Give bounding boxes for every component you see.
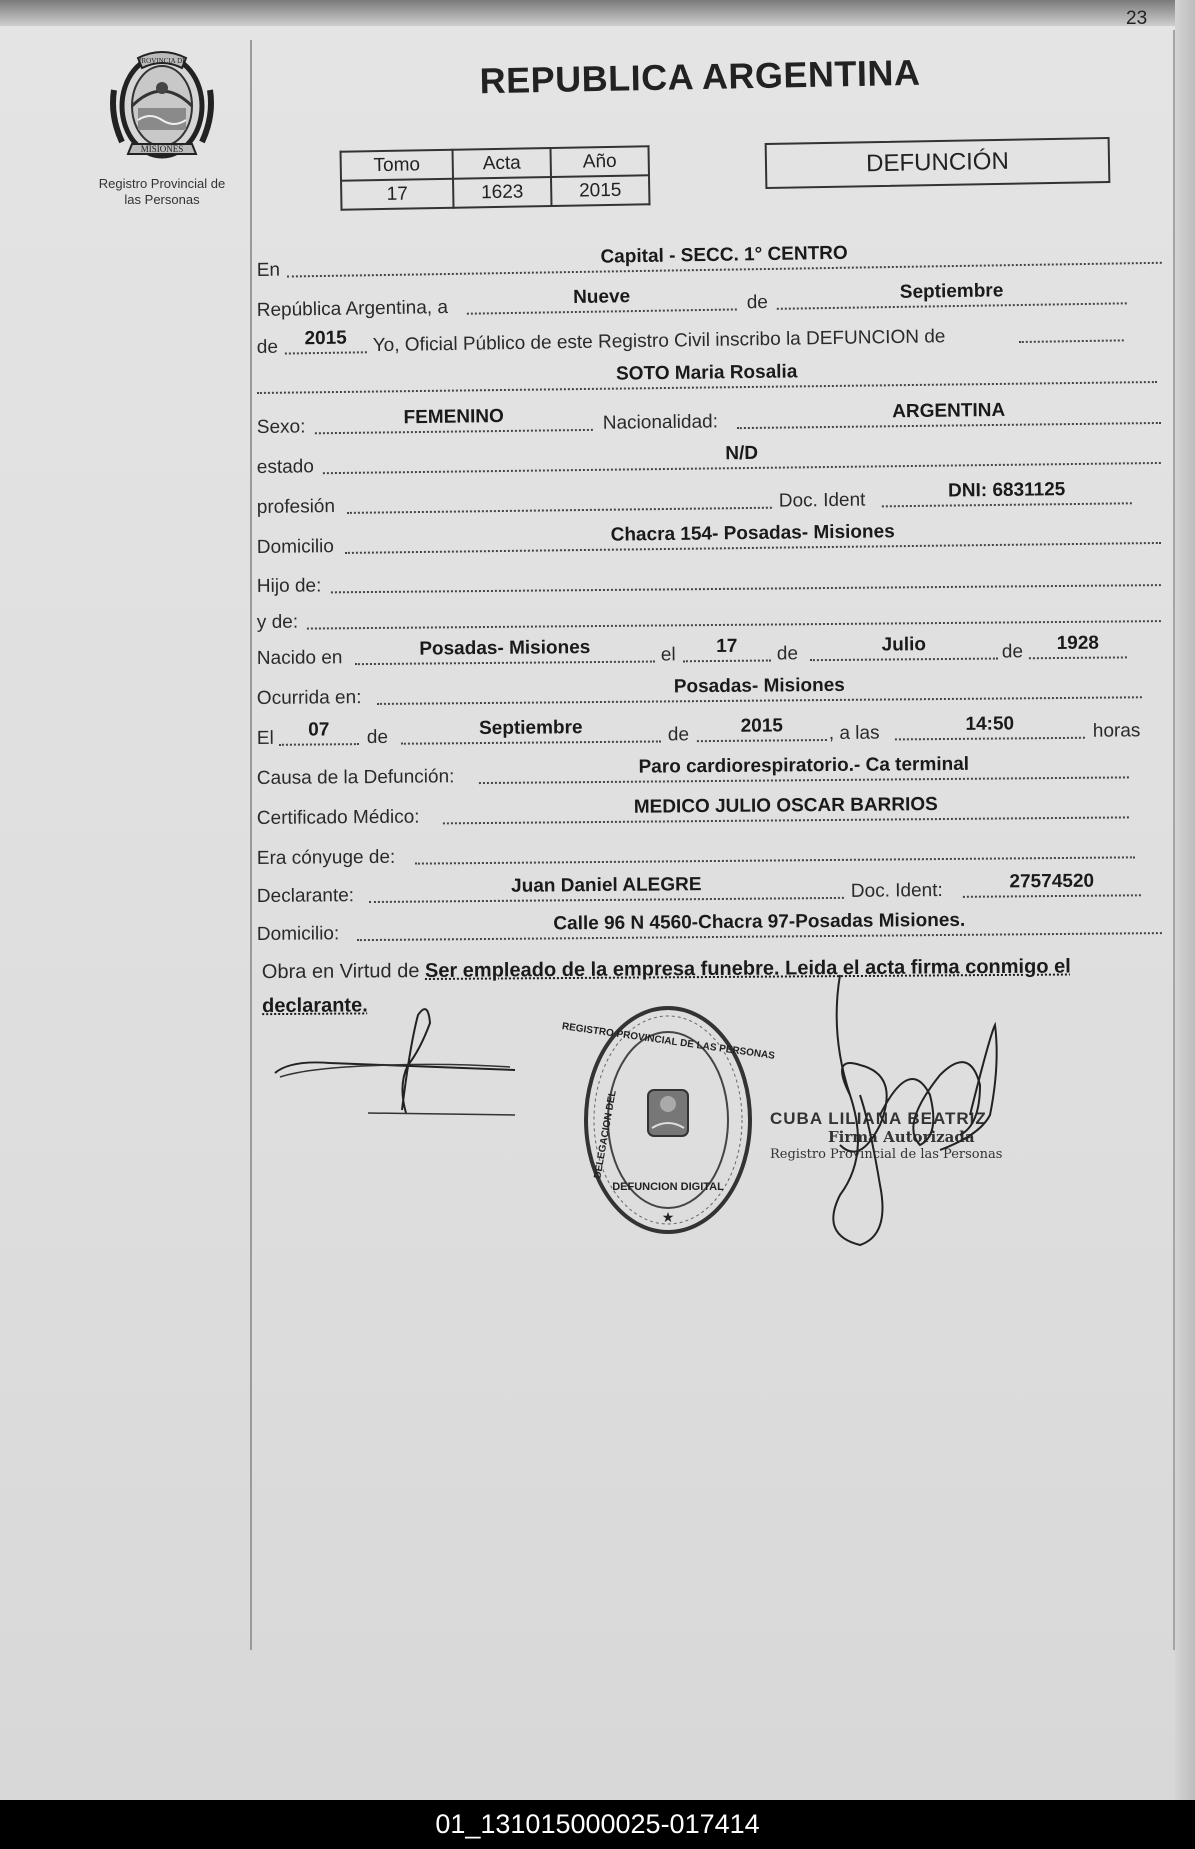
official-signature xyxy=(820,975,1020,1255)
registro-provincial-label xyxy=(82,176,242,208)
nac-anio-field: 1928 xyxy=(1029,632,1127,659)
row-fecha-defuncion xyxy=(257,710,1162,752)
def-de-label-2: de xyxy=(667,724,690,746)
seal-ring-bottom-text: DELEGACION DEL xyxy=(592,1089,619,1180)
tomo-acta-anio-table xyxy=(340,145,651,210)
row-ocurrida xyxy=(257,670,1162,712)
row-nacimiento xyxy=(257,630,1162,672)
estado-label: estado xyxy=(256,456,315,479)
row-conyuge xyxy=(257,830,1162,872)
nacionalidad-field: ARGENTINA xyxy=(737,398,1161,429)
horas-label: horas xyxy=(1092,720,1141,742)
a-las-label: , a las xyxy=(828,722,880,745)
profesion-label: profesión xyxy=(256,496,336,519)
nac-de-label-2: de xyxy=(1001,641,1024,663)
dia-texto-field: Nueve xyxy=(466,284,736,314)
nacido-en-field: Posadas- Misiones xyxy=(355,637,655,666)
seal-ring-top-text: REGISTRO PROVINCIAL DE LAS PERSONAS xyxy=(561,1021,776,1062)
decl-doc-field: 27574520 xyxy=(963,870,1141,898)
nac-de-label-1: de xyxy=(776,643,799,665)
tomo-header: Tomo xyxy=(341,150,453,181)
def-anio-field: 2015 xyxy=(697,715,827,742)
profesion-field xyxy=(347,483,772,514)
page-number: 23 xyxy=(1126,8,1148,29)
scan-id-footer: 01_131015000025-017414 xyxy=(0,1800,1195,1849)
doc-type-box: DEFUNCIÓN xyxy=(765,137,1111,189)
scan-shadow-right xyxy=(1175,0,1195,1800)
acta-value: 1623 xyxy=(453,177,551,208)
row-sexo xyxy=(257,396,1162,441)
nacionalidad-label: Nacionalidad: xyxy=(602,411,719,434)
emblem-text-top: PROVINCIA DE xyxy=(137,57,187,65)
row-estado xyxy=(257,436,1162,481)
de-label-2: de xyxy=(256,336,279,359)
official-office: Registro Provincial de las Personas xyxy=(770,1147,1003,1162)
y-de-field xyxy=(307,596,1161,629)
official-role: Firma Autorizada xyxy=(828,1128,975,1146)
row-causa xyxy=(257,750,1162,792)
lugar-field: Capital - SECC. 1° CENTRO xyxy=(286,238,1161,278)
page-title: REPUBLICA ARGENTINA xyxy=(479,51,921,102)
sexo-label: Sexo: xyxy=(256,416,306,439)
decl-domicilio-field: Calle 96 N 4560-Chacra 97-Posadas Misiones. xyxy=(357,908,1162,941)
conyuge-field xyxy=(415,832,1135,864)
inscribo-blank xyxy=(1018,315,1123,343)
nombre-field: SOTO Maria Rosalia xyxy=(257,357,1157,394)
row-nombre xyxy=(257,355,1162,400)
declarante-field: Juan Daniel ALEGRE xyxy=(369,873,844,903)
de-label-1: de xyxy=(746,291,769,314)
row-lugar xyxy=(256,236,1161,284)
mes-texto-field: Septiembre xyxy=(776,278,1126,309)
hijo-de-label: Hijo de: xyxy=(256,575,322,598)
sexo-field: FEMENINO xyxy=(315,405,593,434)
def-dia-field: 07 xyxy=(279,719,359,746)
obra-label: Obra en Virtud de xyxy=(261,960,420,984)
inscribo-text: Yo, Oficial Público de este Registro Civil inscribo la DEFUNCION de xyxy=(372,326,946,357)
nac-mes-field: Julio xyxy=(810,634,998,662)
registro-seal-icon xyxy=(561,1000,776,1240)
scan-shadow-top xyxy=(0,0,1195,26)
tomo-value: 17 xyxy=(341,179,453,210)
ocurrida-en-field: Posadas- Misiones xyxy=(377,672,1142,705)
row-domicilio xyxy=(257,516,1162,561)
anio-value: 2015 xyxy=(551,175,649,206)
causa-field: Paro cardiorespiratorio.- Ca terminal xyxy=(479,752,1129,784)
declarante-signature xyxy=(270,1005,530,1125)
seal-star-icon: ★ xyxy=(661,1209,675,1225)
anio-field: 2015 xyxy=(284,327,366,354)
hijo-de-field xyxy=(331,560,1161,593)
doc-ident-field: DNI: 6831125 xyxy=(882,478,1132,507)
row-decl-domicilio xyxy=(257,906,1162,948)
causa-label: Causa de la Defunción: xyxy=(256,766,455,790)
row-certificado xyxy=(257,790,1162,832)
decl-domicilio-label: Domicilio: xyxy=(256,923,340,946)
certificado-label: Certificado Médico: xyxy=(256,806,420,830)
domicilio-label: Domicilio xyxy=(256,536,335,559)
conyuge-label: Era cónyuge de: xyxy=(256,846,396,870)
en-label: En xyxy=(256,259,281,282)
hora-field: 14:50 xyxy=(895,713,1085,741)
doc-ident-label: Doc. Ident xyxy=(778,489,866,512)
decl-doc-label: Doc. Ident: xyxy=(850,880,943,902)
registro-label-line2: las Personas xyxy=(124,192,200,207)
margin-rule-left xyxy=(250,40,252,1650)
anio-header: Año xyxy=(550,146,648,177)
y-de-label: y de: xyxy=(256,611,299,634)
nacido-en-label: Nacido en xyxy=(256,647,343,670)
acta-header: Acta xyxy=(453,148,551,179)
domicilio-field: Chacra 154- Posadas- Misiones xyxy=(345,518,1161,554)
certificado-field: MEDICO JULIO OSCAR BARRIOS xyxy=(443,792,1129,824)
registro-label-line1: Registro Provincial de xyxy=(98,176,226,191)
estado-field: N/D xyxy=(323,438,1161,474)
official-name: CUBA LILIANA BEATRIZ xyxy=(770,1109,987,1128)
obra-field: Ser empleado de la empresa funebre. Leida el acta firma conmigo el declarante. xyxy=(262,955,1071,1018)
nac-dia-field: 17 xyxy=(683,636,771,663)
row-hijo-de xyxy=(257,558,1162,600)
ocurrida-en-label: Ocurrida en: xyxy=(256,687,362,710)
row-declarante xyxy=(257,868,1162,910)
republica-label: República Argentina, a xyxy=(256,296,449,322)
def-mes-field: Septiembre xyxy=(401,716,661,744)
declarante-label: Declarante: xyxy=(256,885,355,908)
nac-el-label: el xyxy=(660,644,676,666)
margin-rule-right xyxy=(1173,30,1175,1650)
def-de-label-1: de xyxy=(366,726,389,749)
seal-inner-text: DEFUNCION DIGITAL xyxy=(612,1181,724,1193)
row-profesion xyxy=(257,476,1162,521)
misiones-emblem-icon xyxy=(108,46,216,164)
row-y-de xyxy=(257,594,1162,636)
def-el-label: El xyxy=(256,727,274,750)
emblem-text-bottom: MISIONES xyxy=(140,144,184,154)
